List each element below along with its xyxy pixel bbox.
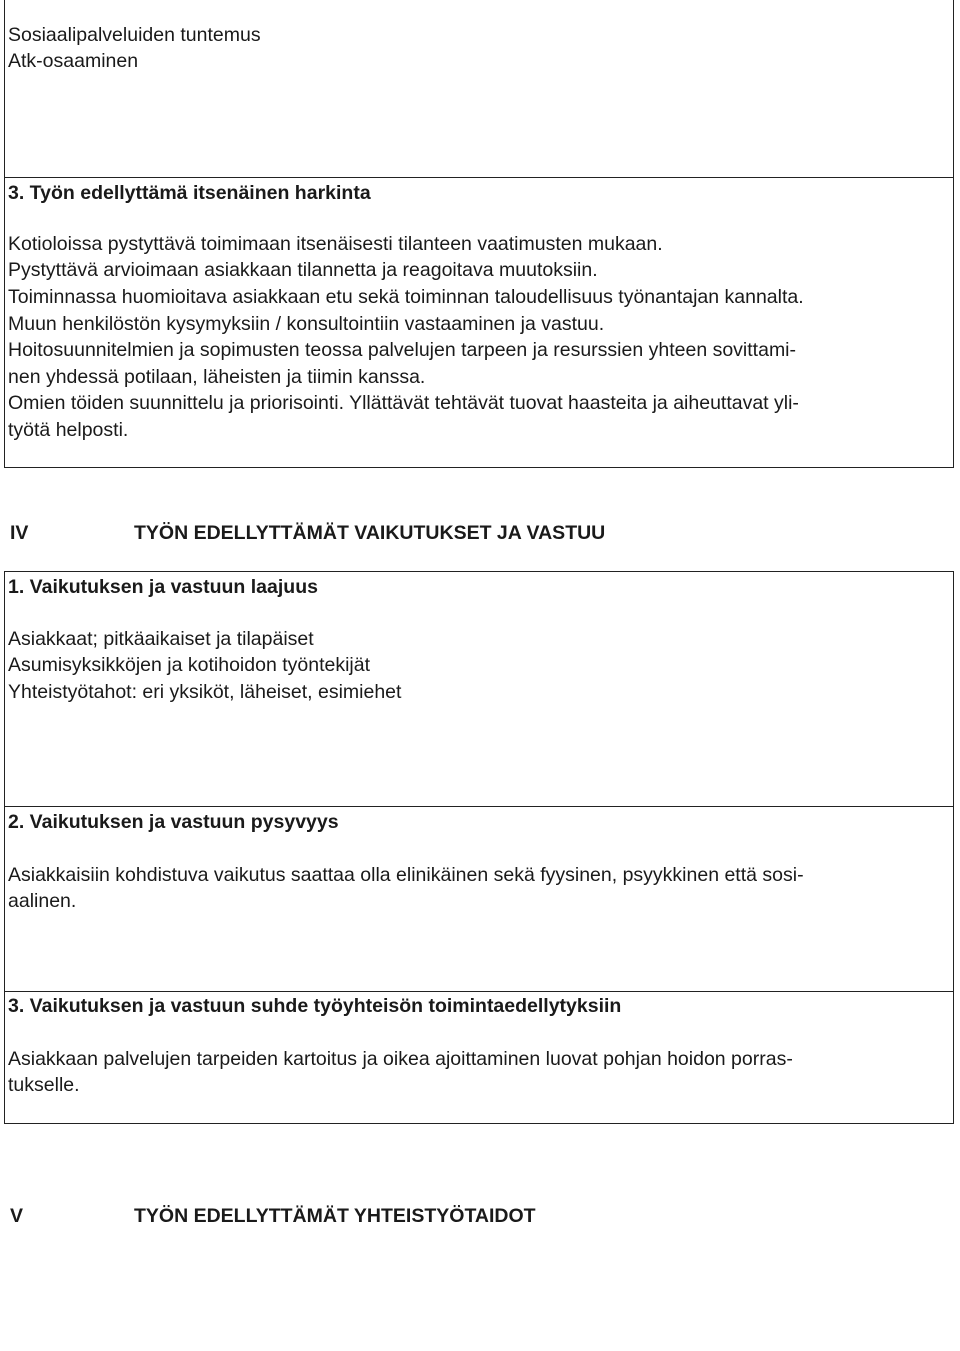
effects-heading-1: 1. Vaikutuksen ja vastuun laajuus [8, 576, 318, 598]
judgement-line: Pystyttävä arvioimaan asiakkaan tilannetta ja reagoitava muutoksiin. [8, 259, 598, 281]
section-v-number: V [10, 1205, 24, 1227]
judgement-line: nen yhdessä potilaan, läheisten ja tiimin kanssa. [8, 366, 426, 388]
effects-line: aalinen. [8, 890, 77, 912]
judgement-heading: 3. Työn edellyttämä itsenäinen harkinta [8, 182, 371, 204]
skill-line: Atk-osaaminen [8, 50, 139, 72]
judgement-line: Muun henkilöstön kysymyksiin / konsultointiin vastaaminen ja vastuu. [8, 313, 605, 335]
effects-heading-2: 2. Vaikutuksen ja vastuun pysyvyys [8, 811, 339, 833]
skill-line: Sosiaalipalveluiden tuntemus [8, 24, 261, 46]
effects-line: Asiakkaisiin kohdistuva vaikutus saattaa olla elinikäinen sekä fyysinen, psyykkinen että sosi- [8, 864, 804, 886]
judgement-line: Toiminnassa huomioitava asiakkaan etu sekä toiminnan taloudellisuus työnantajan kannalta. [8, 286, 804, 308]
divider [4, 991, 954, 992]
effects-heading-3: 3. Vaikutuksen ja vastuun suhde työyhteisön toimintaedellytyksiin [8, 995, 622, 1017]
effects-line: tukselle. [8, 1074, 80, 1096]
judgement-line: Omien töiden suunnittelu ja priorisointi. Yllättävät tehtävät tuovat haasteita ja aiheuttavat yli- [8, 392, 799, 414]
judgement-line: työtä helposti. [8, 419, 129, 441]
effects-line: Asiakkaat; pitkäaikaiset ja tilapäiset [8, 628, 314, 650]
judgement-line: Kotioloissa pystyttävä toimimaan itsenäisesti tilanteen vaatimusten mukaan. [8, 233, 663, 255]
section-iv-number: IV [10, 522, 29, 544]
effects-line: Yhteistyötahot: eri yksiköt, läheiset, esimiehet [8, 681, 402, 703]
effects-line: Asumisyksikköjen ja kotihoidon työntekijät [8, 654, 371, 676]
judgement-line: Hoitosuunnitelmien ja sopimusten teossa palvelujen tarpeen ja resurssien yhteen sovittami- [8, 339, 797, 361]
section-v-title: TYÖN EDELLYTTÄMÄT YHTEISTYÖTAIDOT [134, 1205, 536, 1227]
section-iv-title: TYÖN EDELLYTTÄMÄT VAIKUTUKSET JA VASTUU [134, 522, 606, 544]
effects-line: Asiakkaan palvelujen tarpeiden kartoitus ja oikea ajoittaminen luovat pohjan hoidon porras- [8, 1048, 793, 1070]
divider [4, 806, 954, 807]
